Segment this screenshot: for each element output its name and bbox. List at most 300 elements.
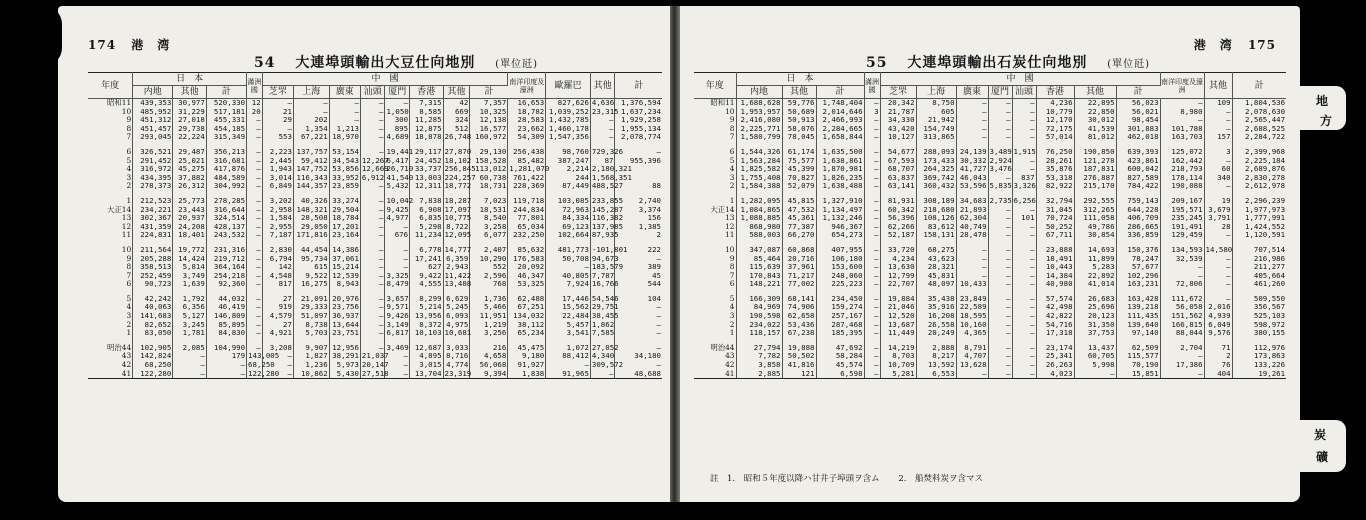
- value-cell: 156: [647, 213, 661, 223]
- value-cell: 7,187: [262, 231, 293, 240]
- value-cell: 13,628: [956, 361, 988, 370]
- value-cell: —: [864, 223, 880, 232]
- value-cell: 759,143: [1116, 197, 1160, 206]
- table-title-text: 大連埠頭輸出石炭仕向地別: [907, 55, 1088, 71]
- value-cell: 82,652: [133, 321, 173, 330]
- value-cell: 13,687: [880, 321, 916, 330]
- value-cell: —: [864, 116, 880, 125]
- value-cell: 2,225,771: [736, 125, 782, 134]
- value-cell: 7,924: [546, 280, 591, 289]
- value-cell: 1,688,628: [736, 99, 782, 108]
- value-cell: 62,304: [956, 214, 988, 223]
- value-cell: 1,943: [262, 165, 293, 174]
- value-cell: 34,180: [634, 351, 661, 361]
- value-cell: 121,278: [1074, 157, 1116, 166]
- value-cell: 34,330: [880, 116, 916, 125]
- value-cell: 485,952: [133, 108, 173, 117]
- year-cell: 10: [694, 108, 736, 117]
- value-cell: 49,786: [1074, 223, 1116, 232]
- value-cell: 29,504: [329, 206, 360, 215]
- value-cell: 2,284,722: [1245, 132, 1286, 142]
- value-cell: 817: [262, 280, 293, 289]
- year-cell: 大正14: [88, 206, 133, 215]
- value-cell: 4,365: [956, 329, 988, 338]
- value-cell: 308,189: [916, 197, 956, 206]
- value-cell: 56,058: [1160, 303, 1204, 312]
- value-cell: 3,015: [410, 361, 443, 370]
- value-cell: —: [864, 231, 880, 240]
- value-cell: —: [1012, 370, 1036, 379]
- side-tab-char: 方: [1320, 114, 1333, 128]
- year-cell: 11: [88, 231, 133, 240]
- value-cell: 42: [443, 99, 470, 108]
- value-cell: —: [1012, 263, 1036, 272]
- value-cell: 13,003: [410, 174, 443, 183]
- value-cell: 8,980: [1160, 108, 1204, 117]
- value-cell: 76,250: [1036, 148, 1074, 157]
- value-cell: —: [864, 125, 880, 134]
- value-cell: 224,831: [133, 231, 173, 240]
- value-cell: 729,326: [591, 146, 624, 156]
- value-cell: 77,002: [782, 280, 816, 289]
- value-cell: 1,132,246: [816, 214, 864, 223]
- value-cell: —: [1012, 329, 1036, 338]
- value-cell: 16,275: [293, 280, 329, 289]
- value-cell: —: [262, 352, 293, 361]
- value-cell: —: [864, 329, 880, 338]
- value-cell: —: [864, 352, 880, 361]
- year-cell: 1: [694, 329, 736, 338]
- value-cell: 28,478: [956, 231, 988, 240]
- value-cell: 3,657: [386, 293, 409, 303]
- value-cell: 8,750: [916, 99, 956, 108]
- value-cell: 2,612,978: [1245, 181, 1286, 191]
- value-cell: 423,861: [1116, 157, 1160, 166]
- value-cell: 19,772: [173, 246, 206, 255]
- value-cell: 340: [1204, 174, 1232, 183]
- value-cell: —: [247, 197, 263, 206]
- value-cell: 98,760: [546, 148, 591, 157]
- value-cell: 14,777: [444, 244, 472, 254]
- value-cell: —: [864, 303, 880, 312]
- value-cell: 45,361: [782, 214, 816, 223]
- value-cell: 3,202: [262, 197, 293, 206]
- year-cell: 6: [694, 280, 736, 289]
- value-cell: 2,416,080: [736, 116, 782, 125]
- col-japan-other: 其他: [173, 86, 206, 99]
- value-cell: 20,123: [1074, 312, 1116, 321]
- value-cell: 22,895: [1074, 99, 1116, 108]
- value-cell: —: [656, 311, 661, 321]
- value-cell: 324,514: [206, 214, 246, 223]
- value-cell: 139,218: [1116, 303, 1160, 312]
- value-cell: 21: [262, 108, 293, 117]
- value-cell: —: [385, 370, 410, 379]
- value-cell: 176,583: [508, 255, 546, 264]
- year-cell: 5: [88, 295, 133, 304]
- value-cell: 257,167: [816, 312, 864, 321]
- value-cell: 1,376,594: [620, 98, 661, 107]
- value-cell: —: [1204, 182, 1232, 191]
- year-cell: 7: [88, 133, 133, 142]
- value-cell: —: [329, 116, 360, 125]
- value-cell: 1,236: [293, 361, 329, 370]
- value-cell: 40,980: [1036, 280, 1074, 289]
- value-cell: 166,815: [1160, 321, 1204, 330]
- value-cell: —: [360, 133, 385, 142]
- value-cell: —: [988, 272, 1012, 281]
- col-swatow: 汕頭: [360, 86, 385, 99]
- value-cell: 224,257: [444, 172, 476, 182]
- value-cell: 18,531: [470, 206, 508, 215]
- value-cell: 47,532: [782, 206, 816, 215]
- value-cell: 10,681: [444, 328, 472, 338]
- value-cell: —: [385, 263, 410, 272]
- value-cell: 33,720: [880, 246, 916, 255]
- value-cell: —: [385, 246, 410, 255]
- year-cell: 大正14: [694, 206, 736, 215]
- value-cell: 150,376: [1116, 246, 1160, 255]
- value-cell: 356,567: [1253, 302, 1286, 312]
- value-cell: 102,664: [546, 231, 591, 240]
- value-cell: 59,412: [293, 157, 329, 166]
- value-cell: 6,417: [386, 155, 409, 165]
- value-cell: 451,312: [133, 116, 173, 125]
- value-cell: 1,120,591: [1245, 230, 1286, 240]
- value-cell: —: [247, 255, 263, 264]
- col-hongkong: 香港: [410, 86, 443, 99]
- value-cell: 51,097: [293, 312, 329, 321]
- value-cell: —: [988, 321, 1012, 330]
- table-row: [694, 133, 1286, 142]
- value-cell: —: [329, 99, 360, 108]
- value-cell: 428,137: [206, 223, 246, 232]
- value-cell: 1,781: [173, 329, 206, 338]
- value-cell: 18,782: [508, 108, 546, 117]
- value-cell: —: [360, 116, 385, 125]
- value-cell: 68,275: [916, 246, 956, 255]
- value-cell: —: [590, 133, 615, 142]
- col-other: 其他: [590, 73, 615, 99]
- col-canton: 廣東: [329, 86, 360, 99]
- value-cell: —: [1204, 280, 1232, 289]
- value-cell: —: [590, 370, 615, 379]
- running-head: 港 湾: [131, 38, 171, 52]
- value-cell: 30,977: [173, 99, 206, 108]
- value-cell: 7,782: [736, 352, 782, 361]
- value-cell: 1,219: [470, 321, 508, 330]
- value-cell: 481,773: [546, 246, 591, 255]
- value-cell: 10,160: [956, 321, 988, 330]
- value-cell: 20,937: [173, 214, 206, 223]
- value-cell: 3,033: [443, 344, 470, 353]
- value-cell: —: [988, 255, 1012, 264]
- value-cell: 2,924: [989, 155, 1012, 165]
- value-cell: 1,584: [262, 214, 293, 223]
- value-cell: 380,155: [1253, 328, 1286, 338]
- value-cell: 50,913: [782, 116, 816, 125]
- value-cell: —: [1012, 361, 1036, 370]
- year-cell: 4: [88, 165, 133, 174]
- value-cell: 32,539: [1160, 255, 1204, 264]
- value-cell: —: [988, 108, 1012, 117]
- value-cell: —: [864, 133, 880, 142]
- value-cell: 2,085: [173, 344, 206, 353]
- value-cell: 2,078,630: [1245, 106, 1286, 116]
- value-cell: 26,263: [1036, 361, 1074, 370]
- year-cell: 8: [694, 263, 736, 272]
- value-cell: 63,141: [880, 182, 916, 191]
- value-cell: —: [247, 206, 263, 215]
- value-cell: —: [385, 223, 410, 232]
- col-china-total: 計: [1116, 86, 1160, 99]
- value-cell: 1,432,785: [546, 116, 591, 125]
- value-cell: —: [1012, 231, 1036, 240]
- value-cell: 509,550: [1253, 293, 1286, 303]
- value-cell: 1,637,234: [620, 106, 661, 116]
- col-europe: 歐羅巴: [546, 73, 591, 99]
- value-cell: —: [956, 272, 988, 281]
- value-cell: —: [1012, 206, 1036, 215]
- table-unit: (單位瓩): [495, 59, 539, 70]
- value-cell: 53,154: [329, 148, 360, 157]
- value-cell: —: [385, 361, 410, 370]
- value-cell: 5,283: [1074, 263, 1116, 272]
- value-cell: 40,749: [956, 223, 988, 232]
- value-cell: —: [864, 295, 880, 304]
- table-number: 55: [866, 55, 888, 71]
- year-cell: 9: [88, 116, 133, 125]
- value-cell: 3: [1204, 148, 1232, 157]
- value-cell: —: [1204, 263, 1232, 272]
- value-cell: 5,214: [410, 303, 443, 312]
- value-cell: —: [988, 352, 1012, 361]
- value-cell: 23,859: [329, 182, 360, 191]
- value-cell: 1,955,134: [620, 123, 661, 133]
- value-cell: 292,555: [1074, 197, 1116, 206]
- value-cell: 14,424: [173, 255, 206, 264]
- col-south-seas: 南洋印度及濠洲: [1160, 73, 1204, 99]
- value-cell: 190,088: [1160, 182, 1204, 191]
- value-cell: 8,738: [293, 321, 329, 330]
- col-chefoo: 芝罘: [262, 86, 293, 99]
- year-cell: 3: [88, 174, 133, 183]
- value-cell: 1,213: [329, 125, 360, 134]
- value-cell: —: [656, 328, 661, 338]
- value-cell: 20,342: [880, 99, 916, 108]
- value-cell: 14,386: [329, 246, 360, 255]
- value-cell: —: [988, 280, 1012, 289]
- col-japan-total: 計: [206, 86, 246, 99]
- year-cell: 1: [88, 197, 133, 206]
- value-cell: 4,921: [262, 329, 293, 338]
- value-cell: —: [956, 125, 988, 134]
- value-cell: 56,068: [470, 361, 508, 370]
- value-cell: —: [385, 352, 410, 361]
- value-cell: 2,407: [470, 246, 508, 255]
- value-cell: 406,709: [1116, 214, 1160, 223]
- value-cell: 98,454: [1116, 116, 1160, 125]
- value-cell: —: [988, 133, 1012, 142]
- col-shanghai: 上海: [916, 86, 956, 99]
- value-cell: 8,299: [410, 295, 443, 304]
- value-cell: 67,711: [1036, 231, 1074, 240]
- value-cell: 244: [546, 174, 591, 183]
- value-cell: 137,757: [293, 148, 329, 157]
- value-cell: 78,045: [782, 133, 816, 142]
- value-cell: —: [590, 116, 615, 125]
- year-cell: 7: [694, 133, 736, 142]
- value-cell: 2,014,646: [816, 108, 864, 117]
- value-cell: 1,563,284: [736, 157, 782, 166]
- year-cell: 2: [88, 182, 133, 191]
- value-cell: —: [247, 280, 263, 289]
- value-cell: 173,433: [916, 157, 956, 166]
- value-cell: 54,716: [1036, 321, 1074, 330]
- value-cell: 36,937: [329, 312, 360, 321]
- value-cell: 4,023: [1036, 370, 1074, 379]
- value-cell: 6,794: [262, 255, 293, 264]
- value-cell: —: [206, 361, 246, 370]
- value-cell: 35,916: [916, 303, 956, 312]
- value-cell: 8,479: [386, 279, 409, 289]
- table-row: [694, 182, 1286, 191]
- value-cell: 88,044: [1160, 329, 1204, 338]
- value-cell: 103,085: [546, 197, 591, 206]
- value-cell: —: [247, 272, 263, 281]
- value-cell: —: [864, 174, 880, 183]
- value-cell: 178,114: [1160, 174, 1204, 183]
- value-cell: 57,574: [1036, 295, 1074, 304]
- value-cell: —: [988, 344, 1012, 353]
- value-cell: 151,562: [1160, 312, 1204, 321]
- value-cell: 179: [206, 352, 246, 361]
- value-cell: —: [956, 133, 988, 142]
- value-cell: 109: [1204, 99, 1232, 108]
- value-cell: 13,592: [916, 361, 956, 370]
- value-cell: 54,546: [591, 293, 619, 303]
- right-page: [680, 6, 1300, 502]
- value-cell: 293,045: [133, 133, 173, 142]
- value-cell: 66,270: [782, 231, 816, 240]
- value-cell: 163,231: [1116, 280, 1160, 289]
- value-cell: 62,509: [1116, 344, 1160, 353]
- page-number: 174: [88, 38, 117, 52]
- value-cell: 101,788: [1160, 125, 1204, 134]
- value-cell: —: [864, 206, 880, 215]
- value-cell: 369,742: [916, 174, 956, 183]
- page-edge-notch: [44, 6, 62, 66]
- value-cell: —: [1204, 125, 1232, 134]
- value-cell: 3,489: [989, 146, 1012, 156]
- value-cell: 17,201: [329, 223, 360, 232]
- value-cell: 70,827: [782, 174, 816, 183]
- table-row: [694, 329, 1286, 338]
- value-cell: 18,772: [444, 181, 472, 191]
- year-cell: 9: [88, 255, 133, 264]
- value-cell: 2,596: [470, 272, 508, 281]
- value-cell: 10,042: [386, 195, 414, 205]
- value-cell: 143,005: [248, 351, 280, 361]
- value-cell: 3,014: [262, 174, 293, 183]
- col-group-china: 中 國: [880, 73, 1160, 86]
- value-cell: —: [864, 182, 880, 191]
- value-cell: 28,321: [916, 263, 956, 272]
- value-cell: 1,915: [1013, 146, 1036, 156]
- value-cell: 8,722: [443, 223, 470, 232]
- value-cell: 544: [647, 279, 661, 289]
- value-cell: —: [656, 319, 661, 329]
- value-cell: —: [360, 263, 385, 272]
- value-cell: 50,708: [546, 255, 591, 264]
- value-cell: 43,623: [916, 255, 956, 264]
- value-cell: 83,050: [133, 329, 173, 338]
- value-cell: —: [360, 303, 385, 312]
- value-cell: 26,683: [1074, 295, 1116, 304]
- value-cell: 434,395: [133, 174, 173, 183]
- value-cell: 50,502: [782, 352, 816, 361]
- value-cell: —: [360, 182, 385, 191]
- value-cell: —: [247, 246, 263, 255]
- year-cell: 43: [694, 352, 736, 361]
- value-cell: 615: [293, 263, 329, 272]
- value-cell: 278,373: [133, 182, 173, 191]
- value-cell: —: [173, 361, 206, 370]
- value-cell: 65,234: [508, 329, 546, 338]
- value-cell: 27,518: [361, 368, 389, 378]
- value-cell: 20,092: [508, 263, 546, 272]
- value-cell: 3,749: [173, 272, 206, 281]
- value-cell: 8,791: [956, 344, 988, 353]
- value-cell: 11,285: [410, 116, 443, 125]
- year-cell: 6: [694, 148, 736, 157]
- value-cell: —: [864, 99, 880, 108]
- col-swatow: 汕頭: [1012, 86, 1036, 99]
- value-cell: 52,079: [782, 182, 816, 191]
- value-cell: 41,816: [782, 361, 816, 370]
- value-cell: 3,469: [386, 342, 409, 352]
- value-cell: 326,521: [133, 148, 173, 157]
- value-cell: 35,438: [916, 295, 956, 304]
- value-cell: 1,282,095: [736, 197, 782, 206]
- value-cell: 68,250: [133, 361, 173, 370]
- table-row: [88, 255, 662, 264]
- value-cell: 91,927: [508, 361, 546, 370]
- year-cell: 3: [694, 312, 736, 321]
- year-cell: 43: [88, 352, 133, 361]
- value-cell: 3,791: [1204, 214, 1232, 223]
- value-cell: 17,097: [444, 204, 472, 214]
- value-cell: 42,242: [133, 295, 173, 304]
- value-cell: 121: [782, 370, 816, 379]
- value-cell: 53,318: [1036, 174, 1074, 183]
- value-cell: 62,658: [782, 312, 816, 321]
- year-cell: 4: [88, 303, 133, 312]
- value-cell: 1,460,178: [546, 125, 591, 134]
- value-cell: 101: [1012, 214, 1036, 223]
- value-cell: —: [656, 253, 661, 263]
- value-cell: 41,014: [1074, 280, 1116, 289]
- value-cell: —: [988, 116, 1012, 125]
- value-cell: —: [656, 360, 661, 370]
- value-cell: 21,037: [361, 351, 389, 361]
- value-cell: 111,058: [1074, 214, 1116, 223]
- value-cell: 19,884: [880, 295, 916, 304]
- value-cell: 133,226: [1253, 360, 1286, 370]
- value-cell: —: [1160, 99, 1204, 108]
- value-cell: 18,731: [470, 182, 508, 191]
- value-cell: 209,167: [1160, 197, 1204, 206]
